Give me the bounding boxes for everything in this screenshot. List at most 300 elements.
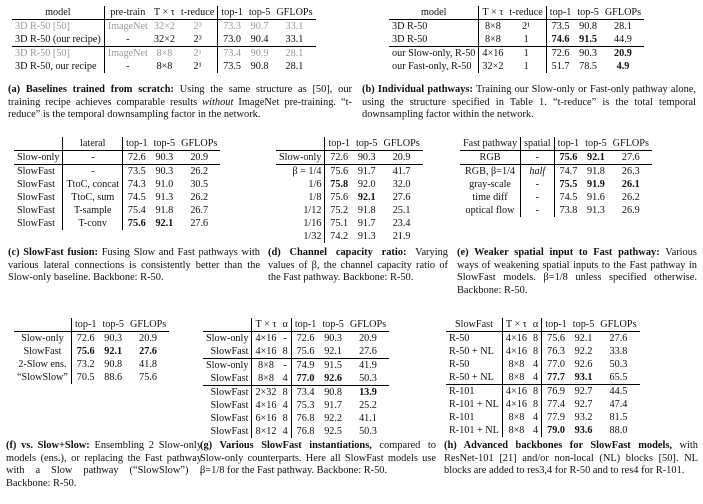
table-row xyxy=(14,191,220,204)
cell: 90.3 xyxy=(104,333,123,344)
cell: 90.3 xyxy=(574,47,602,61)
cell: 91.7 xyxy=(324,400,343,411)
cell: 90.8 xyxy=(250,61,269,72)
cell: 27.6 xyxy=(190,218,209,229)
caption-label: (e) Weaker spatial input to Fast pathway: xyxy=(457,247,660,258)
cell: R-50 xyxy=(449,359,470,370)
cell: 4×16 xyxy=(502,332,530,346)
cell: 77.0 xyxy=(542,358,570,371)
table-row xyxy=(14,204,220,217)
cell: RGB, β=1/4 xyxy=(460,165,521,179)
cell: 27.6 xyxy=(392,192,411,203)
col-header: GFLOPs xyxy=(380,137,422,151)
cell: 75.6 xyxy=(123,217,151,230)
cell: R-101 xyxy=(446,385,502,399)
caption-label: (c) SlowFast fusion: xyxy=(8,247,98,258)
table-h xyxy=(446,318,640,437)
table-row xyxy=(12,20,316,34)
cell: 74.2 xyxy=(325,230,353,243)
cell: 88.0 xyxy=(609,425,628,436)
cell: 92.1 xyxy=(357,192,376,203)
cell: 3D R-50 xyxy=(392,34,428,45)
cell: R-50 + NL xyxy=(449,372,494,383)
cell: - xyxy=(63,165,123,179)
cell: 4×16 xyxy=(252,399,280,412)
cell: 6×16 xyxy=(252,412,280,425)
cell: Slow-only xyxy=(21,333,64,344)
cell: 8×8 xyxy=(479,20,507,34)
cell: 4 xyxy=(282,400,288,411)
cell: 73.4 xyxy=(291,386,319,400)
table-row xyxy=(14,345,169,358)
table-row xyxy=(203,386,389,400)
cell: 73.0 xyxy=(218,33,246,47)
cell: 41.7 xyxy=(380,165,422,179)
cell: 26.7 xyxy=(190,205,209,216)
cell: 26.2 xyxy=(178,165,220,179)
cell: 2¹ xyxy=(522,21,531,32)
table-e-grid xyxy=(460,137,652,217)
cell: 26.1 xyxy=(621,179,640,190)
table-e xyxy=(460,137,652,217)
table-c xyxy=(14,137,220,230)
table-row xyxy=(12,47,316,61)
cell: SlowFast xyxy=(23,346,62,357)
cell: 90.3 xyxy=(151,165,179,179)
col-header: GFLOPs xyxy=(178,137,220,151)
cell: 70.5 xyxy=(71,371,99,384)
cell: 4×16 xyxy=(502,345,530,358)
cell: 75.6 xyxy=(291,345,319,359)
col-header: top-1 xyxy=(546,6,574,20)
cell: 1/16 xyxy=(303,218,322,229)
cell: 93.2 xyxy=(574,412,593,423)
caption-g xyxy=(200,440,436,478)
table-row xyxy=(276,191,423,204)
cell: 75.1 xyxy=(325,217,353,230)
cell: our Slow-only, R-50 xyxy=(389,47,479,61)
cell: 8×8 xyxy=(252,372,280,386)
cell: Slow-only xyxy=(279,152,322,163)
col-header: top-1 xyxy=(71,318,99,332)
cell: 72.6 xyxy=(123,151,151,165)
col-header: top-1 xyxy=(325,137,353,151)
table-row xyxy=(12,33,316,47)
table-d xyxy=(276,137,423,243)
cell: 26.2 xyxy=(621,192,640,203)
cell: 8 xyxy=(533,399,539,410)
cell: 41.9 xyxy=(347,359,389,373)
cell: 73.5 xyxy=(546,20,574,34)
cell: - xyxy=(104,60,151,73)
col-header: SlowFast xyxy=(446,318,502,332)
cell: 4 xyxy=(533,425,539,436)
col-header: GFLOPs xyxy=(127,318,169,332)
table-d-grid xyxy=(276,137,423,243)
cell: 73.4 xyxy=(218,47,246,61)
table-row xyxy=(446,411,640,424)
col-header: T × τ xyxy=(151,6,178,20)
cell: 73.5 xyxy=(123,165,151,179)
cell: 27.6 xyxy=(139,346,157,357)
cell: 8 xyxy=(279,386,291,400)
cell: 92.6 xyxy=(574,359,593,370)
cell: half xyxy=(521,165,555,179)
cell: 4 xyxy=(533,359,539,370)
caption-label: (h) Advanced backbones for SlowFast models, xyxy=(444,440,673,451)
table-row xyxy=(446,345,640,358)
cell: - xyxy=(521,151,555,165)
table-c-grid xyxy=(14,137,220,230)
col-header xyxy=(276,137,325,151)
cell: 81.5 xyxy=(609,412,628,423)
cell: 92.7 xyxy=(570,385,598,399)
table-row xyxy=(460,178,652,191)
cell: 8×8 xyxy=(502,371,530,385)
table-h-grid xyxy=(446,318,640,437)
cell: 4×16 xyxy=(252,332,280,346)
table-row xyxy=(276,230,423,243)
table-row xyxy=(14,151,220,165)
table-row xyxy=(14,217,220,230)
cell: 78.5 xyxy=(579,61,597,72)
cell: 65.5 xyxy=(609,372,628,383)
col-header: top-5 xyxy=(570,318,598,332)
cell: 4×16 xyxy=(502,398,530,411)
cell: 8×8 xyxy=(252,359,280,373)
cell: 20.9 xyxy=(359,333,377,344)
caption-e xyxy=(457,247,697,297)
cell: gray-scale xyxy=(469,179,511,190)
col-header: top-5 xyxy=(353,137,381,151)
cell: Slow-only xyxy=(206,333,249,344)
cell: SlowFast xyxy=(17,218,55,229)
cell: our Fast-only, R-50 xyxy=(392,61,472,72)
table-row xyxy=(446,358,640,371)
cell: time diff xyxy=(472,192,508,203)
cell: 91.5 xyxy=(319,359,347,373)
table-row xyxy=(460,191,652,204)
table-row xyxy=(203,399,389,412)
cell: 91.5 xyxy=(579,34,597,45)
cell: - xyxy=(63,151,123,165)
table-row xyxy=(276,204,423,217)
cell: 50.3 xyxy=(359,426,377,437)
cell: 74.9 xyxy=(291,359,319,373)
table-row xyxy=(389,47,644,61)
cell: 1/12 xyxy=(303,205,322,216)
cell: 91.8 xyxy=(582,165,610,179)
table-row xyxy=(14,371,169,384)
cell: 4×16 xyxy=(252,345,280,359)
cell: RGB xyxy=(479,152,501,163)
table-row xyxy=(446,398,640,411)
cell: 27.6 xyxy=(621,152,640,163)
cell: Slow-only xyxy=(17,152,60,163)
table-row xyxy=(276,165,423,179)
cell: - xyxy=(521,191,555,204)
cell: 75.6 xyxy=(542,332,570,346)
table-row xyxy=(203,412,389,425)
col-header: α xyxy=(530,318,542,332)
caption-b xyxy=(362,84,696,122)
cell: SlowFast xyxy=(17,205,55,216)
caption-d xyxy=(268,247,448,285)
cell: 72.6 xyxy=(546,47,574,61)
caption-text: with ResNet-101 [21] and/or non-local (NL) blocks [50]. NL blocks are added to res3,4 for R-50 and to res4 for R-101. xyxy=(444,440,698,477)
table-row xyxy=(203,359,389,373)
cell: 73.8 xyxy=(554,204,582,217)
cell: 73.2 xyxy=(71,358,99,371)
cell: 26.3 xyxy=(610,165,652,179)
cell: SlowFast xyxy=(210,400,249,411)
cell: 32×2 xyxy=(153,34,175,45)
col-header: top-5 xyxy=(151,137,179,151)
cell: 75.2 xyxy=(325,204,353,217)
cell: 92.7 xyxy=(574,399,593,410)
cell: 90.7 xyxy=(250,21,269,32)
cell: 27.6 xyxy=(609,333,628,344)
cell: 2-Slow ens. xyxy=(18,359,67,370)
table-row xyxy=(389,33,644,47)
cell: 92.1 xyxy=(574,333,593,344)
cell: 20.9 xyxy=(392,152,411,163)
cell: ImageNet xyxy=(104,47,151,61)
cell: 20.9 xyxy=(602,47,644,61)
caption-text: Using the same structure as [50], our training recipe achieves comparable results xyxy=(8,84,352,108)
col-header xyxy=(203,318,252,332)
cell: 26.2 xyxy=(190,192,209,203)
cell: SlowFast xyxy=(14,165,63,179)
caption-label: (b) Individual pathways: xyxy=(362,84,473,95)
cell: 91.3 xyxy=(357,231,376,242)
col-header: GFLOPs xyxy=(610,137,652,151)
caption-text: Training our Slow-only or Fast-only pathway alone, using the structure specified in Table 1. “t-reduce” is the total temporal downsampling factor within the network. xyxy=(362,84,697,121)
cell: 41.1 xyxy=(359,413,377,424)
cell: R-101 + NL xyxy=(449,425,499,436)
cell: R-50 + NL xyxy=(449,346,494,357)
cell: 75.4 xyxy=(123,204,151,217)
table-row xyxy=(14,332,169,346)
cell: 4×16 xyxy=(479,47,507,61)
col-header: top-1 xyxy=(123,137,151,151)
cell: SlowFast xyxy=(210,346,249,357)
cell: 92.0 xyxy=(357,179,376,190)
table-row xyxy=(460,165,652,179)
cell: 90.3 xyxy=(155,152,174,163)
table-b xyxy=(389,6,644,73)
cell: 73.3 xyxy=(218,20,246,34)
col-header: t-reduce xyxy=(178,6,218,20)
cell: 44.9 xyxy=(614,34,632,45)
cell: 3D R-50, our recipe xyxy=(15,61,97,72)
cell: SlowFast xyxy=(17,192,55,203)
cell: 4 xyxy=(282,373,288,384)
col-header: α xyxy=(279,318,291,332)
cell: 21.9 xyxy=(392,231,411,242)
cell: 92.5 xyxy=(324,426,343,437)
cell: 91.8 xyxy=(155,205,174,216)
cell: - xyxy=(521,204,555,217)
cell: 79.0 xyxy=(542,424,570,437)
cell: 44.5 xyxy=(597,385,639,399)
cell: 28.1 xyxy=(285,61,304,72)
col-header: top-1 xyxy=(218,6,246,20)
cell: 8×8 xyxy=(502,424,530,437)
cell: 3D R-50 [50] xyxy=(12,47,104,61)
col-header: top-5 xyxy=(99,318,127,332)
cell: 27.6 xyxy=(359,346,377,357)
cell: 2¹ xyxy=(178,47,218,61)
cell: optical flow xyxy=(465,205,515,216)
cell: - xyxy=(283,333,287,344)
table-row xyxy=(389,60,644,73)
cell: 75.6 xyxy=(325,165,353,179)
col-header: GFLOPs xyxy=(347,318,389,332)
col-header: GFLOPs xyxy=(273,6,315,20)
cell: T-sample xyxy=(63,204,123,217)
cell: 1/6 xyxy=(308,179,322,190)
cell: 50.3 xyxy=(359,373,377,384)
table-row xyxy=(446,385,640,399)
col-header: pre-train xyxy=(104,6,151,20)
cell: 90.8 xyxy=(319,386,347,400)
cell: SlowFast xyxy=(210,413,249,424)
table-f xyxy=(14,318,169,384)
col-header: model xyxy=(12,6,104,20)
cell: 88.6 xyxy=(104,372,123,383)
cell: 91.0 xyxy=(155,179,174,190)
caption-label: (a) Baselines trained from scratch: xyxy=(8,84,174,95)
col-header: lateral xyxy=(63,137,123,151)
table-row xyxy=(203,372,389,386)
cell: 76.8 xyxy=(291,412,319,425)
cell: 77.9 xyxy=(542,411,570,424)
cell: 4 xyxy=(533,412,539,423)
cell: 25.1 xyxy=(392,205,411,216)
cell: 4.9 xyxy=(616,61,630,72)
cell: “SlowSlow” xyxy=(17,372,68,383)
col-header xyxy=(14,318,71,332)
cell: 93.6 xyxy=(574,425,593,436)
cell: 8×8 xyxy=(156,61,173,72)
cell: SlowFast xyxy=(210,426,249,437)
cell: - xyxy=(279,359,291,373)
cell: 75.8 xyxy=(325,178,353,191)
table-row xyxy=(389,20,644,34)
table-row xyxy=(203,345,389,359)
cell: TtoC, concat xyxy=(63,178,123,191)
cell: 28.1 xyxy=(614,21,632,32)
cell: 92.6 xyxy=(324,373,343,384)
cell: R-101 xyxy=(449,412,475,423)
cell: 4 xyxy=(533,372,539,383)
col-header: GFLOPs xyxy=(602,6,644,20)
col-header: top-5 xyxy=(246,6,274,20)
cell: 72.6 xyxy=(325,151,353,165)
cell: 51.7 xyxy=(546,60,574,73)
caption-text: Fusing Slow and Fast pathways with various lateral connections is consistently better than the Slow-only baseline. Backbone: R-50. xyxy=(8,247,260,284)
cell: T-conv xyxy=(63,217,123,230)
cell: ImageNet xyxy=(104,20,151,34)
cell: β = 1/4 xyxy=(276,165,325,179)
cell: 2³ xyxy=(193,21,202,32)
cell: 2¹ xyxy=(193,61,202,72)
col-header: model xyxy=(389,6,479,20)
cell: 1 xyxy=(523,61,529,72)
col-header: top-1 xyxy=(291,318,319,332)
cell: 8 xyxy=(533,346,539,357)
cell: 91.8 xyxy=(357,205,376,216)
table-a-grid xyxy=(12,6,316,73)
caption-label: (g) Various SlowFast instantiations, xyxy=(200,440,372,451)
col-header: top-5 xyxy=(574,6,602,20)
cell: 3D R-50 (our recipe) xyxy=(15,34,101,45)
cell: TtoC, sum xyxy=(63,191,123,204)
table-row xyxy=(12,60,316,73)
cell: 91.6 xyxy=(587,192,605,203)
cell: 4×16 xyxy=(502,385,530,399)
caption-text: Ensembling 2 Slow-only models (ens.), or replacing the Fast pathway with a Slow pathway (“SlowSlow”) . Backbone: R-50. xyxy=(6,440,203,489)
table-f-grid xyxy=(14,318,169,384)
caption-h xyxy=(444,440,698,478)
cell: 75.6 xyxy=(325,191,353,204)
cell: Slow-only xyxy=(203,359,252,373)
caption-text: ImageNet pre-training. “t-reduce” is the temporal downsampling factor in the network. xyxy=(8,96,352,121)
cell: 2³ xyxy=(193,34,202,45)
cell: 74.7 xyxy=(554,165,582,179)
col-header: T × τ xyxy=(479,6,507,20)
cell: 74.6 xyxy=(546,33,574,47)
cell: 32×2 xyxy=(479,60,507,73)
cell: 92.1 xyxy=(587,152,605,163)
cell: 92.2 xyxy=(574,346,593,357)
caption-text: Varying values of β, the channel capacity ratio of the Fast pathway. Backbone: R-50. xyxy=(268,247,448,284)
cell: - xyxy=(521,178,555,191)
cell: 91.3 xyxy=(587,205,605,216)
cell: 91.7 xyxy=(353,165,381,179)
cell: 91.7 xyxy=(357,218,376,229)
cell: 90.8 xyxy=(104,359,123,370)
caption-c xyxy=(8,247,260,285)
table-row xyxy=(276,217,423,230)
col-header: T × τ xyxy=(502,318,530,332)
cell: 92.1 xyxy=(324,346,343,357)
cell: 8×8 xyxy=(479,33,507,47)
col-header: GFLOPs xyxy=(597,318,639,332)
cell: 8 xyxy=(533,333,539,344)
cell: SlowFast xyxy=(203,386,252,400)
cell: 91.9 xyxy=(587,179,605,190)
caption-label: (f) vs. Slow+Slow: xyxy=(6,440,90,451)
cell: 20.9 xyxy=(190,152,209,163)
cell: 90.3 xyxy=(324,333,343,344)
cell: 30.5 xyxy=(190,179,209,190)
caption-text: Various ways of weakening spatial inputs to the Fast pathway in SlowFast models. β=1/8 unless specified otherwise. Backbone: R-50. xyxy=(457,247,697,296)
cell: 73.5 xyxy=(218,60,246,73)
cell: 28.1 xyxy=(273,47,315,61)
cell: 8 xyxy=(530,385,542,399)
cell: R-101 + NL xyxy=(449,399,499,410)
cell: 76.8 xyxy=(291,425,319,438)
table-row xyxy=(14,358,169,371)
cell: 75.6 xyxy=(71,345,99,358)
caption-f xyxy=(6,440,202,490)
table-b-grid xyxy=(389,6,644,73)
cell: 92.1 xyxy=(155,218,174,229)
col-header: top-5 xyxy=(582,137,610,151)
table-g xyxy=(203,318,389,438)
